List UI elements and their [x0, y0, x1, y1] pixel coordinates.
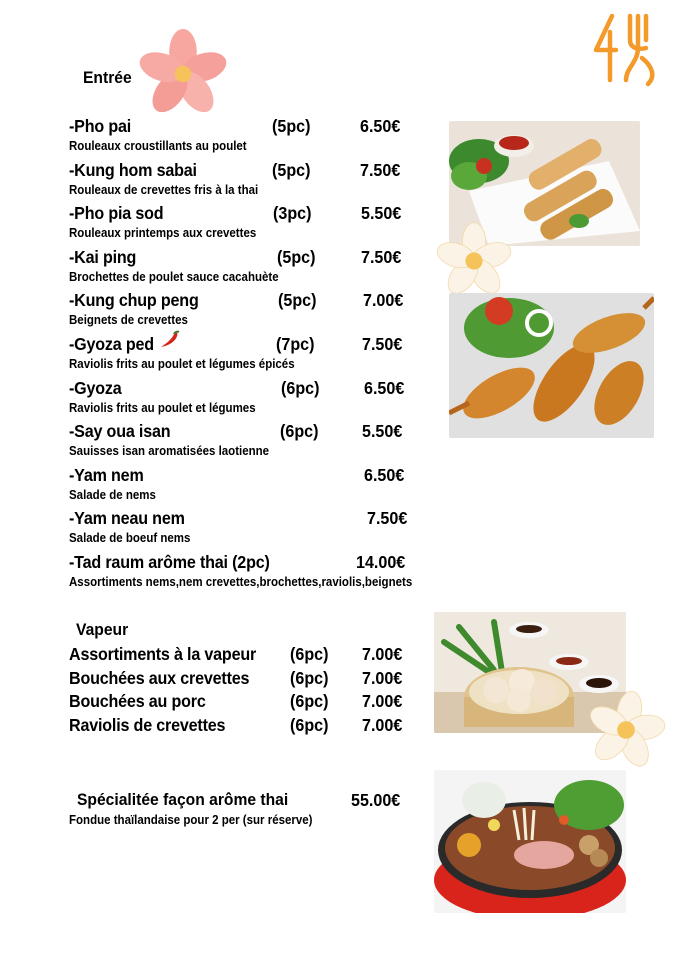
menu-item-price: 7.00€	[362, 715, 403, 735]
section-heading-vapeur: Vapeur	[76, 620, 129, 639]
frangipani-flower-icon	[135, 28, 231, 120]
specialite-name: Spécialitée façon arôme thai	[77, 790, 289, 809]
menu-item-description: Rouleaux de crevettes fris à la thai	[69, 183, 259, 197]
menu-item-price: 5.50€	[361, 203, 402, 223]
specialite-desc: Fondue thaïlandaise pour 2 per (sur réserve)	[69, 813, 313, 827]
menu-item-quantity: (6pc)	[290, 668, 329, 688]
menu-item-price: 7.00€	[362, 691, 403, 711]
menu-item-name: -Pho pia sod	[69, 203, 164, 223]
menu-item-description: Assortiments nems,nem crevettes,brochettes,raviolis,beignets	[69, 575, 413, 589]
menu-item-price: 7.50€	[361, 247, 402, 267]
menu-item-name: -Kung chup peng	[69, 290, 199, 310]
menu-item-price: 14.00€	[356, 552, 406, 572]
menu-item-price: 7.00€	[362, 644, 403, 664]
menu-item-name: Assortiments à la vapeur	[69, 644, 257, 664]
frangipani-flower-icon-2	[432, 222, 516, 300]
menu-item-description: Salade de boeuf nems	[69, 531, 191, 545]
menu-item-price: 7.00€	[362, 668, 403, 688]
menu-item-price: 6.50€	[360, 116, 401, 136]
menu-item-quantity: (6pc)	[280, 421, 319, 441]
menu-item-name: -Pho pai	[69, 116, 132, 136]
menu-item-name: -Tad raum arôme thai (2pc)	[69, 552, 270, 572]
section-heading-entree: Entrée	[83, 68, 132, 87]
menu-item-quantity: (5pc)	[277, 247, 316, 267]
menu-item-quantity: (5pc)	[278, 290, 317, 310]
menu-item-description: Sauisses isan aromatisées laotienne	[69, 444, 270, 458]
menu-item-name: -Kai ping	[69, 247, 137, 267]
menu-item-quantity: (6pc)	[290, 644, 329, 664]
menu-item-description: Rouleaux printemps aux crevettes	[69, 226, 257, 240]
menu-item-price: 7.00€	[363, 290, 404, 310]
fork-spoon-logo-icon	[590, 10, 662, 92]
menu-item-quantity: (6pc)	[290, 715, 329, 735]
menu-item-price: 7.50€	[362, 334, 403, 354]
menu-item-quantity: (6pc)	[290, 691, 329, 711]
menu-item-quantity: (5pc)	[272, 160, 311, 180]
menu-item-description: Rouleaux croustillants au poulet	[69, 139, 247, 153]
menu-item-description: Raviolis frits au poulet et légumes épicés	[69, 357, 295, 371]
menu-item-quantity: (3pc)	[273, 203, 312, 223]
menu-item-price: 7.50€	[360, 160, 401, 180]
menu-item-name: -Gyoza	[69, 378, 122, 398]
menu-item-name: -Yam nem	[69, 465, 144, 485]
menu-item-name: -Say oua isan	[69, 421, 171, 441]
menu-item-quantity: (5pc)	[272, 116, 311, 136]
menu-item-name: Bouchées au porc	[69, 691, 206, 711]
menu-item-name: Raviolis de crevettes	[69, 715, 226, 735]
menu-item-description: Brochettes de poulet sauce cacahuète	[69, 270, 279, 284]
menu-item-price: 5.50€	[362, 421, 403, 441]
menu-item-name: -Yam neau nem	[69, 508, 185, 528]
menu-item-price: 7.50€	[367, 508, 408, 528]
menu-item-price: 6.50€	[364, 378, 405, 398]
specialite-price: 55.00€	[351, 790, 401, 810]
frangipani-flower-icon-3	[584, 690, 668, 770]
menu-item-description: Salade de nems	[69, 488, 156, 502]
chili-pepper-icon	[157, 329, 181, 349]
menu-item-quantity: (7pc)	[276, 334, 315, 354]
menu-item-price: 6.50€	[364, 465, 405, 485]
menu-item-name: -Gyoza ped	[69, 334, 154, 354]
menu-item-name: -Kung hom sabai	[69, 160, 197, 180]
menu-item-description: Raviolis frits au poulet et légumes	[69, 401, 256, 415]
menu-item-name: Bouchées aux crevettes	[69, 668, 250, 688]
menu-item-description: Beignets de crevettes	[69, 313, 188, 327]
menu-item-quantity: (6pc)	[281, 378, 320, 398]
shrimp-fritters-photo	[449, 293, 654, 438]
hotpot-photo	[434, 770, 626, 913]
